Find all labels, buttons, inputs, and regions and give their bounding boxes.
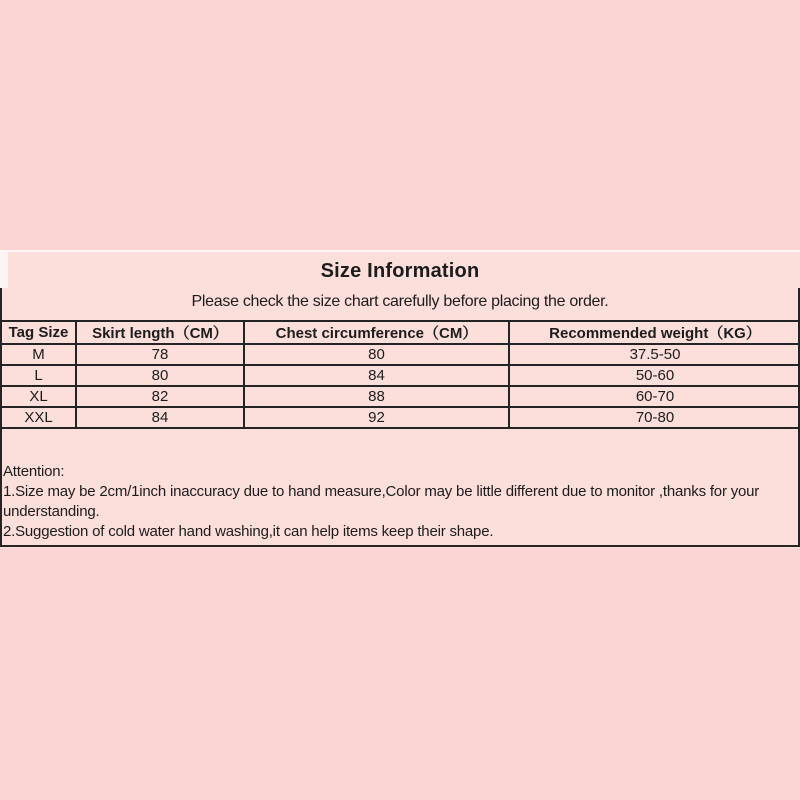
table-cell: 88 <box>244 386 509 407</box>
table-cell: 84 <box>244 365 509 386</box>
header-cell-recommended-weight: Recommended weight（KG） <box>509 321 800 344</box>
table-cell: M <box>1 344 76 365</box>
table-header-row <box>1 321 800 344</box>
table-cell: 82 <box>76 386 244 407</box>
table-cell: 60-70 <box>509 386 800 407</box>
table-cell: L <box>1 365 76 386</box>
attention-section <box>3 462 789 542</box>
attention-item-2: 2.Suggestion of cold water hand washing,it can help items keep their shape. <box>3 523 494 540</box>
attention-item-1: 1.Size may be 2cm/1inch inaccuracy due to hand measure,Color may be little different due to monitor ,thanks for your understanding. <box>3 483 760 520</box>
header-cell-chest-circumference: Chest circumference（CM） <box>244 321 509 344</box>
table-cell: 78 <box>76 344 244 365</box>
table-cell: XL <box>1 386 76 407</box>
attention-heading: Attention: <box>3 463 65 480</box>
table-row-m <box>1 344 800 365</box>
table-row-xxl <box>1 407 800 428</box>
table-row-l <box>1 365 800 386</box>
size-table <box>0 320 800 429</box>
table-cell: 37.5-50 <box>509 344 800 365</box>
table-cell: 80 <box>76 365 244 386</box>
header-cell-tag-size: Tag Size <box>1 321 76 344</box>
table-cell: XXL <box>1 407 76 428</box>
table-row-xl <box>1 386 800 407</box>
header-cell-skirt-length: Skirt length（CM） <box>76 321 244 344</box>
table-cell: 50-60 <box>509 365 800 386</box>
table-cell: 92 <box>244 407 509 428</box>
page-title: Size Information <box>320 260 480 282</box>
table-cell: 70-80 <box>509 407 800 428</box>
table-cell: 80 <box>244 344 509 365</box>
table-cell: 84 <box>76 407 244 428</box>
size-note: Please check the size chart carefully before placing the order. <box>191 293 609 310</box>
